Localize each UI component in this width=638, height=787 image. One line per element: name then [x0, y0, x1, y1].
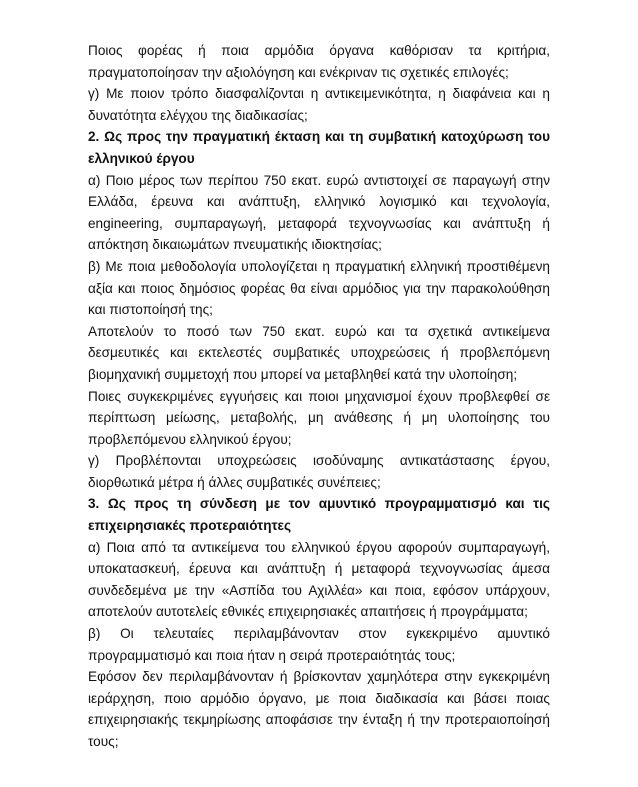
- paragraph-guarantees: Ποιες συγκεκριμένες εγγυήσεις και ποιοι μηχανισμοί έχουν προβλεφθεί σε περίπτωση μείωσης, μεταβολής, μη ανάθεσης ή μη υλοποίησης του προβλεπόμενου ελληνικού έργου;: [88, 388, 550, 447]
- paragraph-question-3b: β) Οι τελευταίες περιλαμβάνονταν στον εγκεκριμένο αμυντικό προγραμματισμό και ποια ήταν η σειρά προτεραιότητάς τους;: [88, 626, 550, 663]
- paragraph-question-1c: γ) Με ποιον τρόπο διασφαλίζονται η αντικειμενικότητα, η διαφάνεια και η δυνατότητα ελέγχου της διαδικασίας;: [88, 86, 550, 123]
- paragraph-question-2c: γ) Προβλέπονται υποχρεώσεις ισοδύναμης αντικατάστασης έργου, διορθωτικά μέτρα ή άλλες συμβατικές συνέπειες;: [88, 453, 550, 490]
- section-heading-3: 3. Ως προς τη σύνδεση με τον αμυντικό προγραμματισμό και τις επιχειρησιακές προτεραιότητες: [88, 496, 550, 534]
- paragraph-question-3a: α) Ποια από τα αντικείμενα του ελληνικού έργου αφορούν συμπαραγωγή, υποκατασκευή, έρευνα και ανάπτυξη ή μεταφορά τεχνογνωσίας άμεσα συνδεδεμένα με την «Ασπίδα του Αχιλλέα» και ποια, εφόσον υπάρχουν, αποτελούν αυτοτελείς εθνικές επιχειρησιακές απαιτήσεις ή προγράμματα;: [88, 539, 550, 620]
- section-heading-2: 2. Ως προς την πραγματική έκταση και τη συμβατική κατοχύρωση του ελληνικού έργου: [88, 129, 550, 166]
- paragraph-question-2a: α) Ποιο μέρος των περίπου 750 εκατ. ευρώ αντιστοιχεί σε παραγωγή στην Ελλάδα, έρευνα και ανάπτυξη, ελληνικό λογισμικό και τεχνολογία, engineering, συμπαραγωγή, μεταφορά τεχνογνωσίας και ανάπτυξη ή απόκτηση δικαιωμάτων πνευματικής ιδιοκτησίας;: [88, 172, 550, 253]
- paragraph-prioritisation: Εφόσον δεν περιλαμβάνονταν ή βρίσκονταν χαμηλότερα στην εγκεκριμένη ιεράρχηση, ποιο αρμόδιο όργανο, με ποια διαδικασία και βάσει ποιας επιχειρησιακής τεκμηρίωσης αποφάσισε την ένταξη ή την προτεραιοποίησή τους;: [88, 669, 550, 749]
- paragraph-question-2b: β) Με ποια μεθοδολογία υπολογίζεται η πραγματική ελληνική προστιθέμενη αξία και ποιος δημόσιος φορέας θα είναι αρμόδιος για την παρακολούθηση και πιστοποίησή της;: [88, 258, 550, 318]
- paragraph-binding-obligations: Αποτελούν το ποσό των 750 εκατ. ευρώ και τα σχετικά αντικείμενα δεσμευτικές και εκτελεστές συμβατικές υποχρεώσεις ή προβλεπόμενη βιομηχανική συμμετοχή που μπορεί να μεταβληθεί κατά την υλοποίηση;: [88, 323, 550, 382]
- document-page: [88, 40, 550, 753]
- paragraph-criteria-authority: Ποιος φορέας ή ποια αρμόδια όργανα καθόρισαν τα κριτήρια, πραγματοποίησαν την αξιολόγηση και ενέκριναν τις σχετικές επιλογές;: [88, 43, 550, 80]
